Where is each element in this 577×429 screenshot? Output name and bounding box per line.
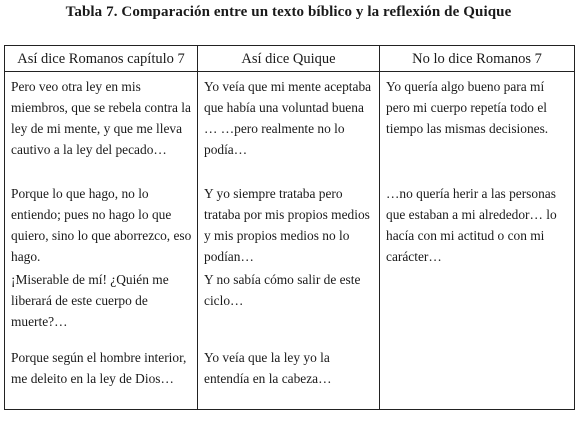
table-caption: Tabla 7. Comparación entre un texto bíblico y la reflexión de Quique	[65, 4, 512, 20]
table-cell: Y yo siempre trataba pero trataba por mis propios medios y mis propios medios no lo podían…	[198, 179, 380, 267]
table-cell: ¡Miserable de mí! ¿Quién me liberará de este cuerpo de muerte?…	[5, 267, 198, 345]
table-row	[5, 345, 575, 410]
table-row	[5, 179, 575, 267]
column-header-no-romanos: No lo dice Romanos 7	[380, 46, 575, 72]
column-header-quique: Así dice Quique	[198, 46, 380, 72]
column-header-romanos: Así dice Romanos capítulo 7	[5, 46, 198, 72]
table-cell: Yo veía que la ley yo la entendía en la cabeza…	[198, 345, 380, 410]
table-row	[5, 72, 575, 180]
table-cell	[380, 345, 575, 410]
table-cell: …no quería herir a las personas que estaban a mi alrededor… lo hacía con mi actitud o con mi carácter…	[380, 179, 575, 267]
table-cell: Y no sabía cómo salir de este ciclo…	[198, 267, 380, 345]
table-cell: Porque lo que hago, no lo entiendo; pues no hago lo que quiero, sino lo que aborrezco, eso hago.	[5, 179, 198, 267]
table-cell	[380, 267, 575, 345]
table-cell: Porque según el hombre interior, me deleito en la ley de Dios…	[5, 345, 198, 410]
table-cell: Yo veía que mi mente aceptaba que había una voluntad buena … …pero realmente no lo podía…	[198, 72, 380, 180]
comparison-table	[4, 45, 575, 410]
table-row	[5, 267, 575, 345]
table-header-row	[5, 46, 575, 72]
table-cell: Yo quería algo bueno para mí pero mi cuerpo repetía todo el tiempo las mismas decisiones.	[380, 72, 575, 180]
table-cell: Pero veo otra ley en mis miembros, que se rebela contra la ley de mi mente, y que me lleva cautivo a la ley del pecado…	[5, 72, 198, 180]
